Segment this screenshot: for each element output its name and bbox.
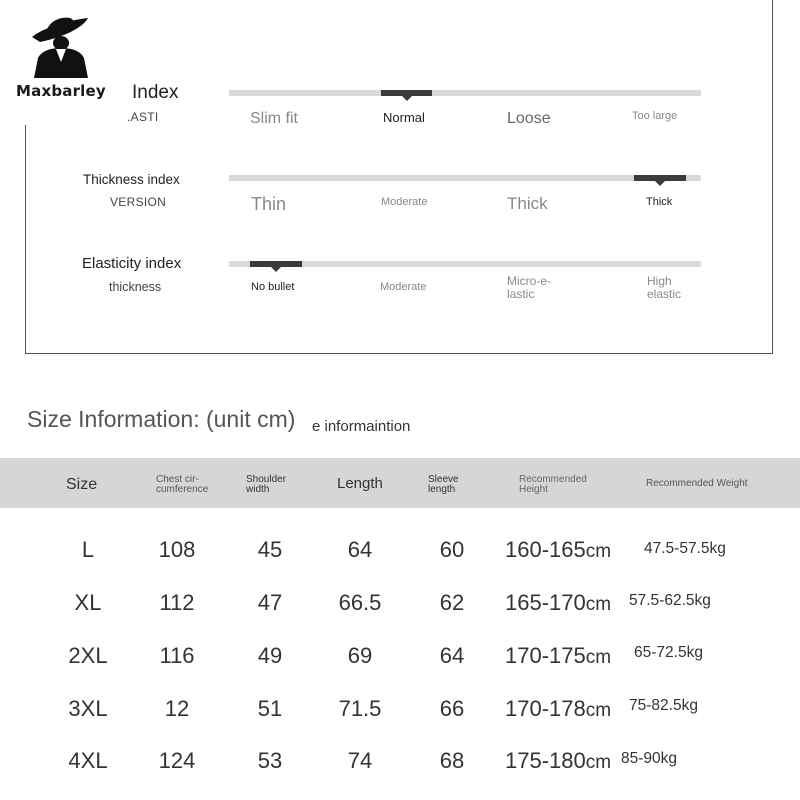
cell-height bbox=[505, 643, 611, 669]
thickness-marker bbox=[634, 175, 686, 181]
size-info-title: Size Information: (unit cm) bbox=[27, 406, 296, 432]
elasticity-label-no-bullet: No bullet bbox=[251, 281, 295, 293]
cell-length: 66.5 bbox=[338, 590, 382, 615]
cell-shoulder: 47 bbox=[257, 590, 283, 615]
index-title: Index bbox=[132, 82, 179, 103]
height-unit: cm bbox=[585, 541, 612, 562]
cell-sleeve: 66 bbox=[439, 696, 465, 721]
cell-chest: 112 bbox=[159, 590, 195, 615]
thickness-label-thick-selected: Thick bbox=[646, 196, 673, 208]
hat-man-logo-icon bbox=[30, 14, 90, 80]
thickness-label-thin: Thin bbox=[251, 194, 287, 214]
header-shoulder: Shoulder width bbox=[246, 474, 287, 495]
header-chest: Chest cir- cumference bbox=[156, 474, 209, 495]
thickness-label-thick: Thick bbox=[507, 194, 548, 213]
cell-shoulder: 45 bbox=[257, 537, 283, 562]
cell-size: 3XL bbox=[68, 696, 108, 721]
cell-size: 2XL bbox=[68, 643, 108, 668]
cell-height bbox=[505, 748, 611, 774]
cell-sleeve: 64 bbox=[439, 643, 465, 668]
cell-chest: 116 bbox=[159, 643, 195, 668]
cell-height bbox=[505, 696, 611, 722]
elasticity-marker bbox=[250, 261, 302, 267]
thickness-subtitle: VERSION bbox=[110, 195, 167, 209]
elasticity-title: Elasticity index bbox=[82, 255, 182, 272]
brand-logo bbox=[0, 0, 122, 125]
thickness-title: Thickness index bbox=[83, 172, 180, 187]
size-info-title-fragment: e informaintion bbox=[312, 418, 411, 435]
cell-sleeve: 62 bbox=[439, 590, 465, 615]
cell-chest: 12 bbox=[164, 696, 190, 721]
header-height: Recommended Height bbox=[519, 474, 587, 495]
height-value: 170-175 bbox=[505, 643, 586, 668]
cell-shoulder: 53 bbox=[257, 748, 283, 773]
cell-length: 69 bbox=[347, 643, 373, 668]
elasticity-label-high-elastic: High elastic bbox=[647, 274, 682, 301]
brand-name: Maxbarley bbox=[16, 82, 106, 100]
height-value: 160-165 bbox=[505, 537, 586, 562]
height-unit: cm bbox=[585, 647, 612, 668]
cell-shoulder: 51 bbox=[257, 696, 283, 721]
header-sleeve: Sleeve length bbox=[428, 474, 459, 495]
cell-chest: 124 bbox=[158, 748, 196, 773]
height-value: 175-180 bbox=[505, 748, 586, 773]
height-unit: cm bbox=[585, 752, 612, 773]
size-table-header bbox=[0, 458, 800, 508]
cell-height bbox=[505, 537, 611, 563]
thickness-label-moderate: Moderate bbox=[381, 196, 428, 208]
cell-weight: 65-72.5kg bbox=[634, 644, 703, 661]
elasticity-subtitle: thickness bbox=[109, 280, 162, 294]
cell-weight: 57.5-62.5kg bbox=[629, 592, 711, 609]
fit-index-marker bbox=[381, 90, 432, 96]
cell-length: 71.5 bbox=[338, 696, 382, 721]
elasticity-label-moderate: Moderate bbox=[380, 281, 427, 293]
height-value: 170-178 bbox=[505, 696, 586, 721]
cell-height bbox=[505, 590, 611, 616]
elasticity-label-micro-elastic: Micro-e- lastic bbox=[507, 274, 551, 301]
height-value: 165-170 bbox=[505, 590, 586, 615]
cell-weight: 75-82.5kg bbox=[629, 697, 698, 714]
header-weight: Recommended Weight bbox=[646, 478, 748, 489]
header-size: Size bbox=[66, 476, 98, 493]
index-subtitle: .ASTI bbox=[127, 110, 159, 124]
cell-size: 4XL bbox=[68, 748, 108, 773]
cell-length: 74 bbox=[347, 748, 373, 773]
height-unit: cm bbox=[585, 700, 612, 721]
cell-weight: 47.5-57.5kg bbox=[644, 540, 726, 557]
cell-shoulder: 49 bbox=[257, 643, 283, 668]
cell-chest: 108 bbox=[158, 537, 196, 562]
fit-label-normal: Normal bbox=[383, 110, 425, 125]
thickness-track bbox=[229, 175, 701, 181]
cell-sleeve: 68 bbox=[439, 748, 465, 773]
fit-label-loose: Loose bbox=[507, 110, 551, 127]
cell-sleeve: 60 bbox=[439, 537, 465, 562]
cell-size: L bbox=[81, 537, 95, 562]
cell-weight: 85-90kg bbox=[621, 750, 678, 767]
height-unit: cm bbox=[585, 594, 612, 615]
fit-index-track bbox=[229, 90, 701, 96]
header-length: Length bbox=[337, 475, 383, 492]
fit-label-too-large: Too large bbox=[632, 110, 678, 122]
cell-size: XL bbox=[74, 590, 102, 615]
cell-length: 64 bbox=[347, 537, 373, 562]
fit-label-slim: Slim fit bbox=[250, 110, 298, 127]
